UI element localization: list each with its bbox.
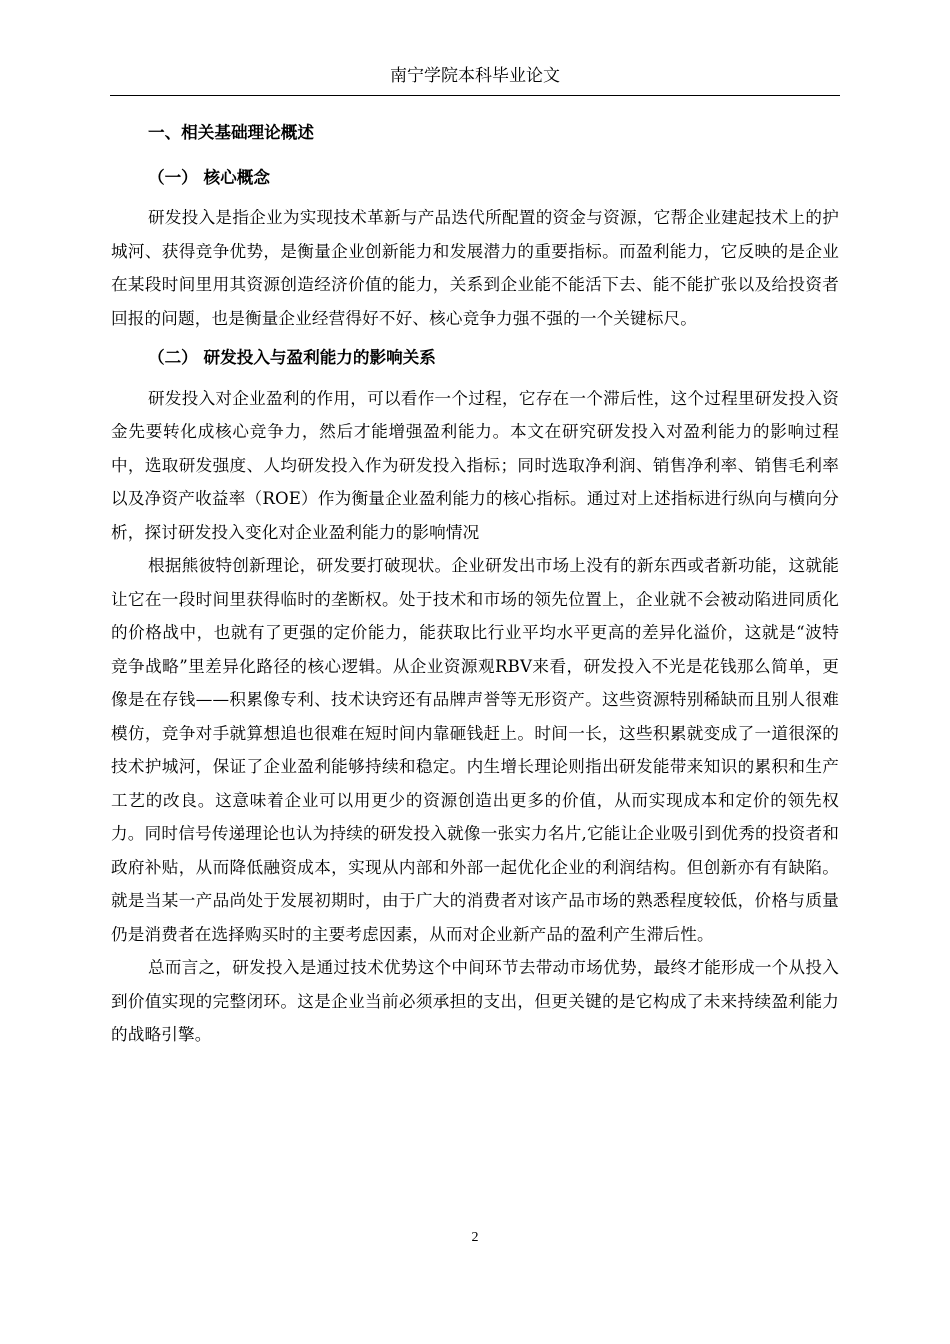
page-number: 2 bbox=[471, 1230, 479, 1245]
paragraph-theories: 根据熊彼特创新理论，研发要打破现状。企业研发出市场上没有的新东西或者新功能，这就能让它在一段时间里获得临时的垄断权。处于技术和市场的领先位置上，企业就不会被动陷进同质化的价格战中，也就有了更强的定价能力，能获取比行业平均水平更高的差异化溢价，这就是“波特竞争战略”里差异化路径的核心逻辑。从企业资源观RBV来看，研发投入不光是花钱那么简单，更像是在存钱——积累像专利、技术诀窍还有品牌声誉等无形资产。这些资源特别稀缺而且别人很难模仿，竞争对手就算想追也很难在短时间内靠砸钱赶上。时间一长，这些积累就变成了一道很深的技术护城河，保证了企业盈利能够持续和稳定。内生增长理论则指出研发能带来知识的累积和生产工艺的改良。这意味着企业可以用更少的资源创造出更多的价值，从而实现成本和定价的领先权力。同时信号传递理论也认为持续的研发投入就像一张实力名片,它能让企业吸引到优秀的投资者和政府补贴，从而降低融资成本，实现从内部和外部一起优化企业的利润结构。但创新亦有有缺陷。就是当某一产品尚处于发展初期时，由于广大的消费者对该产品市场的熟悉程度较低，价格与质量仍是消费者在选择购买时的主要考虑因素，从而对企业新产品的盈利产生滞后性。 bbox=[111, 556, 839, 944]
paragraph-conclusion: 总而言之，研发投入是通过技术优势这个中间环节去带动市场优势，最终才能形成一个从投入到价值实现的完整闭环。这是企业当前必须承担的支出，但更关键的是它构成了未来持续盈利能力的战略引擎。 bbox=[111, 958, 839, 1044]
paragraph-rd-process: 研发投入对企业盈利的作用，可以看作一个过程，它存在一个滞后性，这个过程里研发投入资金先要转化成核心竞争力，然后才能增强盈利能力。本文在研究研发投入对盈利能力的影响过程中，选取研发强度、人均研发投入作为研发投入指标；同时选取净利润、销售净利率、销售毛利率以及净资产收益率（ROE）作为衡量企业盈利能力的核心指标。通过对上述指标进行纵向与横向分析，探讨研发投入变化对企业盈利能力的影响情况 bbox=[111, 388, 839, 542]
header-divider bbox=[110, 95, 840, 96]
subsection-heading-1: （一） 核心概念 bbox=[148, 167, 270, 187]
section-heading: 一、相关基础理论概述 bbox=[148, 123, 314, 142]
document-body bbox=[111, 116, 839, 1052]
page-header-title: 南宁学院本科毕业论文 bbox=[390, 66, 560, 86]
paragraph-core-concepts: 研发投入是指企业为实现技术革新与产品迭代所配置的资金与资源，它帮企业建起技术上的护城河、获得竞争优势，是衡量企业创新能力和发展潜力的重要指标。而盈利能力，它反映的是企业在某段时间里用其资源创造经济价值的能力，关系到企业能不能活下去、能不能扩张以及给投资者回报的问题，也是衡量企业经营得好不好、核心竞争力强不强的一个关键标尺。 bbox=[111, 208, 839, 328]
subsection-heading-2: （二） 研发投入与盈利能力的影响关系 bbox=[148, 348, 436, 367]
